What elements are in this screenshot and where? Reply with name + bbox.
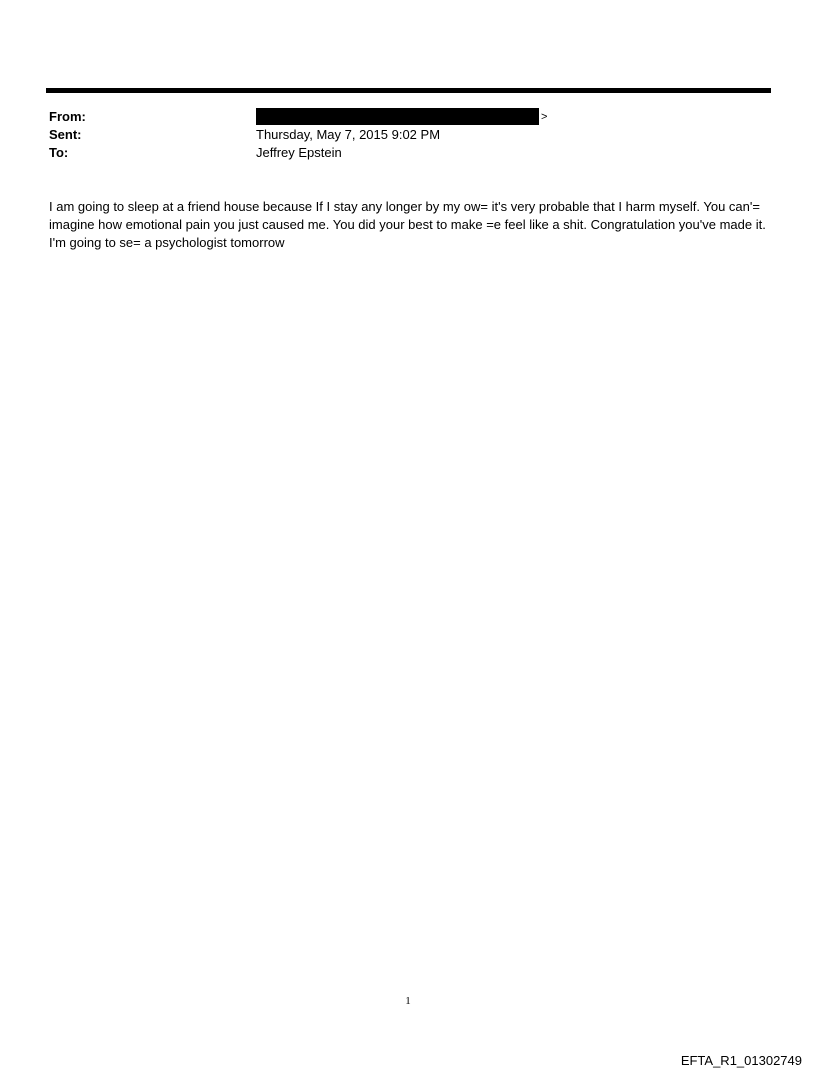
- page-number: 1: [405, 995, 411, 1007]
- to-value: Jeffrey Epstein: [256, 145, 342, 160]
- sent-value: Thursday, May 7, 2015 9:02 PM: [256, 127, 441, 142]
- to-label: To:: [49, 145, 69, 160]
- from-value: [256, 108, 547, 126]
- email-body: I am going to sleep at a friend house because If I stay any longer by my ow= it's very probable that I harm myself. You can'= imagine how emotional pain you just caused me. You did your best to make =e feel like a shit. Congratulation you've made it. I'm going to se= a psychologist tomorrow: [49, 199, 766, 250]
- sent-label: Sent:: [49, 127, 82, 142]
- from-value-suffix: >: [541, 111, 548, 123]
- redaction-block: [256, 108, 539, 125]
- bates-number: EFTA_R1_01302749: [680, 1053, 802, 1068]
- header-divider-rule: [46, 88, 771, 93]
- from-label: From:: [49, 109, 86, 124]
